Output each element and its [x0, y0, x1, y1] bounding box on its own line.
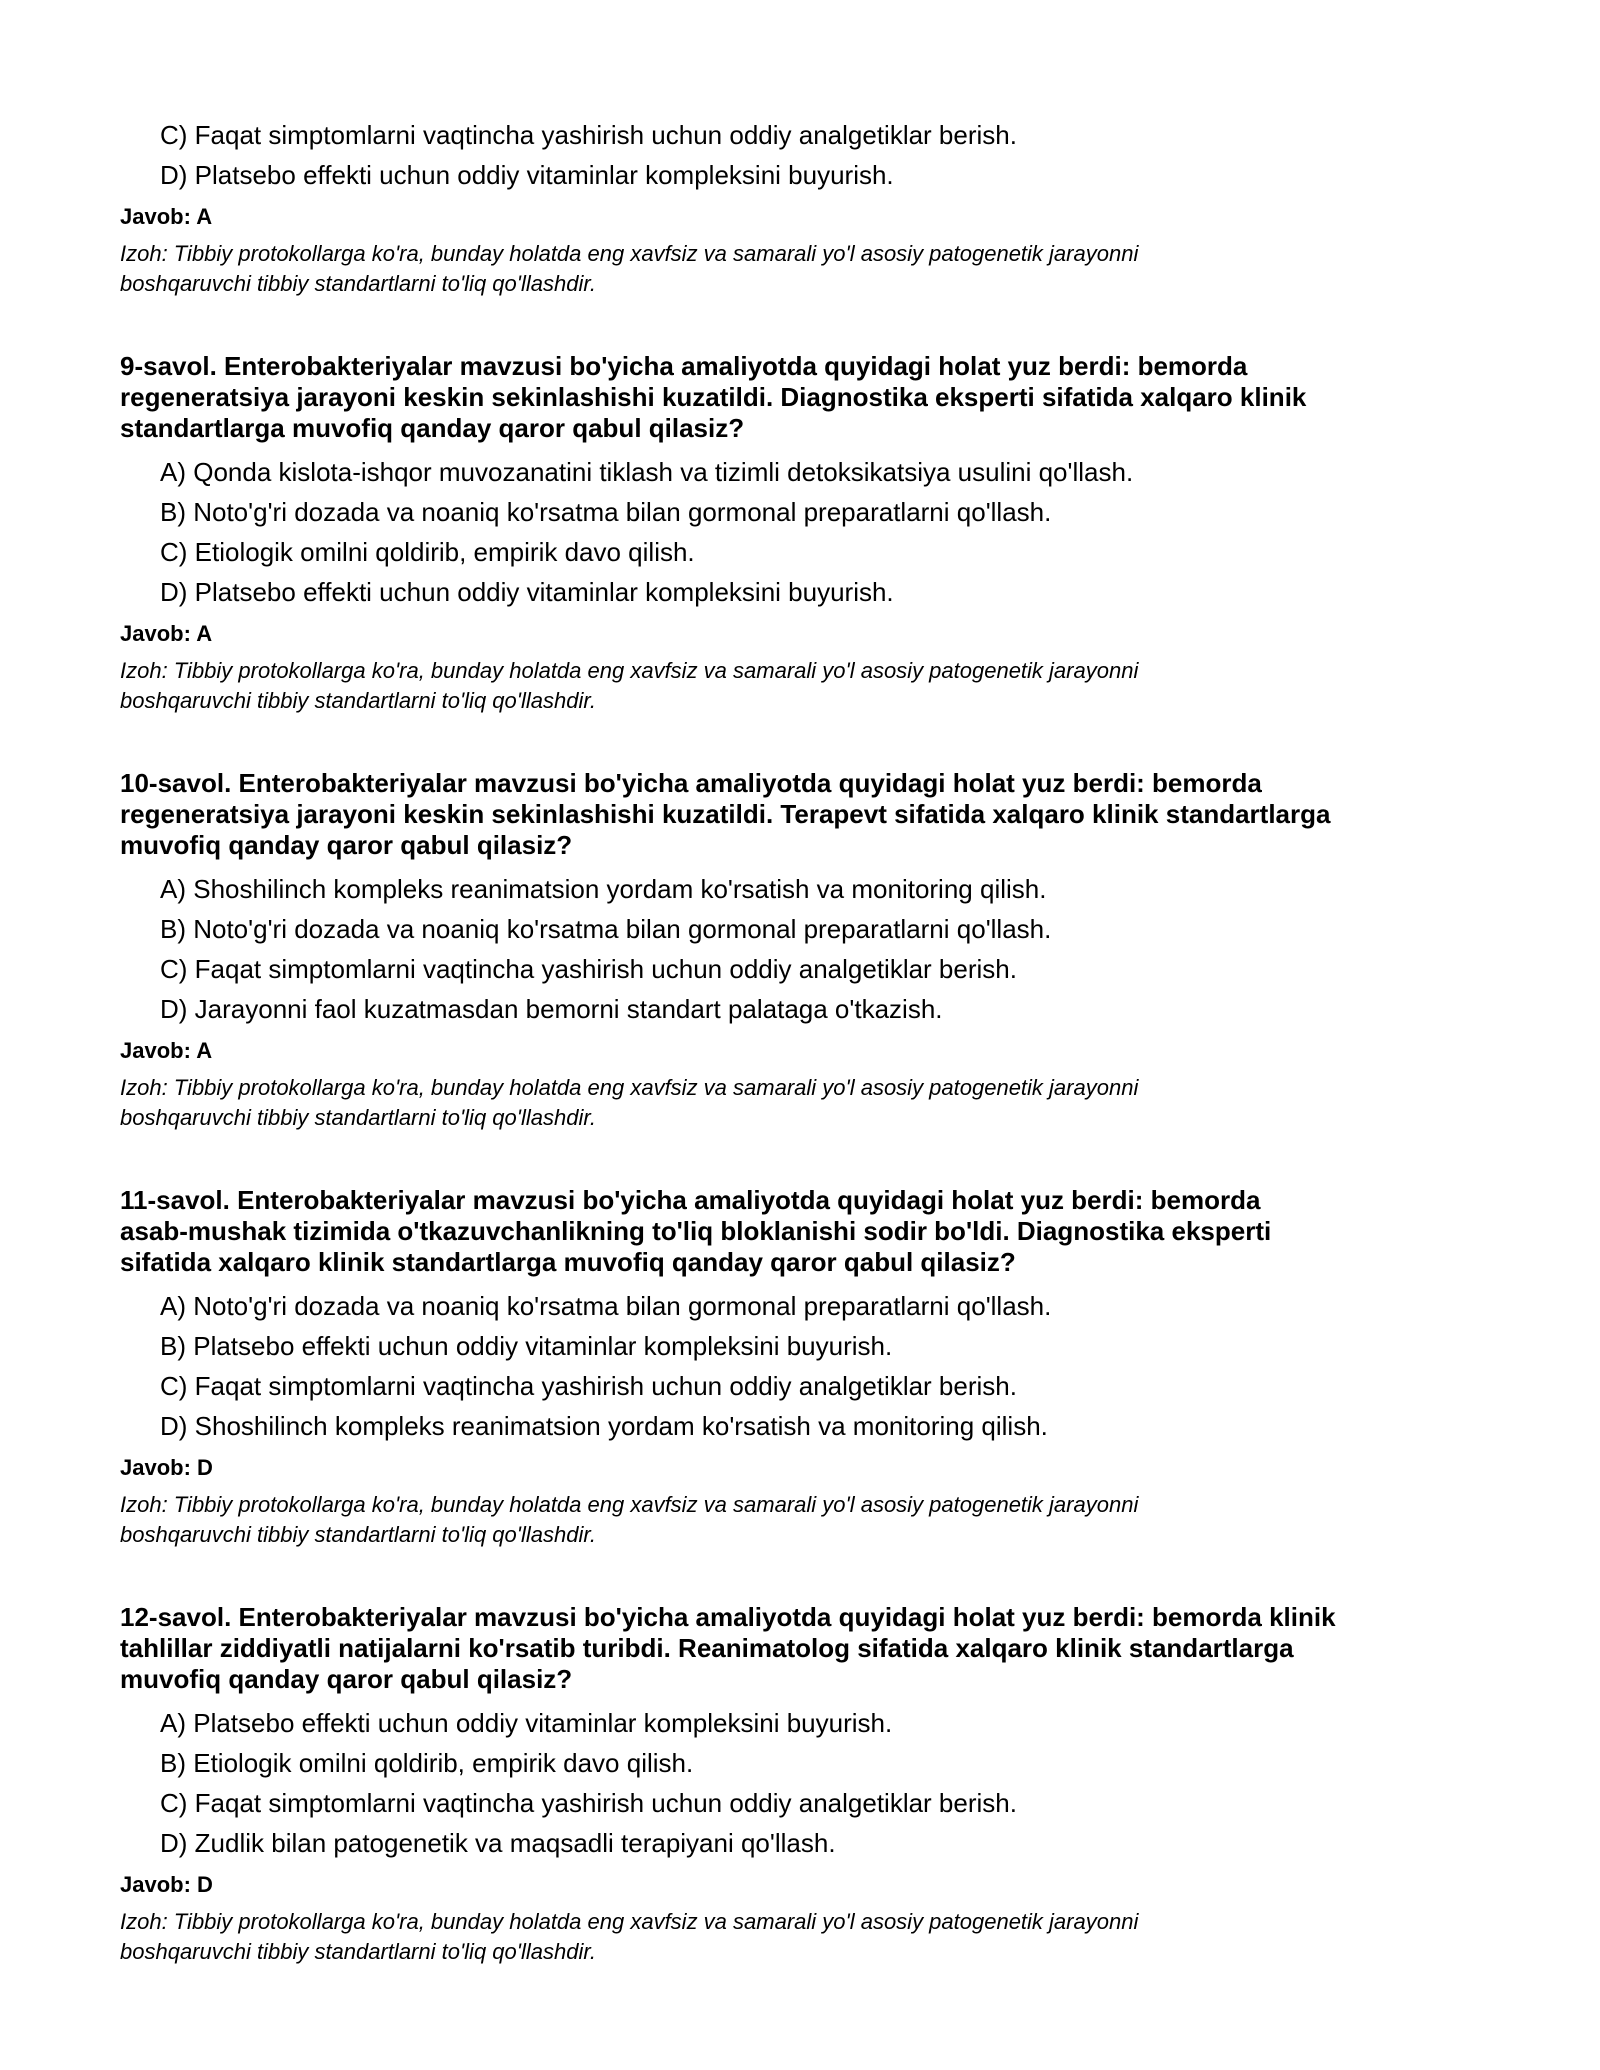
explanation-line: boshqaruvchi tibbiy standartlarni to'liq qo'llashdir.: [120, 688, 596, 713]
explanation-line: Izoh: Tibbiy protokollarga ko'ra, bunday holatda eng xavfsiz va samarali yo'l asosiy patogenetik jarayonni: [120, 658, 1139, 683]
question-line: 10-savol. Enterobakteriyalar mavzusi bo'yicha amaliyotda quyidagi holat yuz berdi: bemorda: [120, 768, 1262, 798]
answer-option: B) Platsebo effekti uchun oddiy vitaminlar kompleksini buyurish.: [160, 1331, 893, 1361]
question-text: [120, 351, 1480, 444]
explanation-line: Izoh: Tibbiy protokollarga ko'ra, bunday holatda eng xavfsiz va samarali yo'l asosiy patogenetik jarayonni: [120, 241, 1139, 266]
answer-option: D) Platsebo effekti uchun oddiy vitaminlar kompleksini buyurish.: [160, 160, 894, 190]
question-line: 11-savol. Enterobakteriyalar mavzusi bo'yicha amaliyotda quyidagi holat yuz berdi: bemorda: [120, 1185, 1261, 1215]
correct-answer: Javob: A: [120, 621, 213, 646]
answer-option: D) Platsebo effekti uchun oddiy vitaminlar kompleksini buyurish.: [160, 577, 894, 607]
question-text: [120, 1185, 1480, 1278]
question-line: 9-savol. Enterobakteriyalar mavzusi bo'yicha amaliyotda quyidagi holat yuz berdi: bemorda: [120, 351, 1248, 381]
answer-option: B) Noto'g'ri dozada va noaniq ko'rsatma bilan gormonal preparatlarni qo'llash.: [160, 914, 1052, 944]
answer-option: B) Noto'g'ri dozada va noaniq ko'rsatma bilan gormonal preparatlarni qo'llash.: [160, 497, 1052, 527]
question-block: [120, 351, 1480, 716]
question-line: regeneratsiya jarayoni keskin sekinlashishi kuzatildi. Terapevt sifatida xalqaro klinik standartlarga: [120, 799, 1331, 829]
answer-option: C) Faqat simptomlarni vaqtincha yashirish uchun oddiy analgetiklar berish.: [160, 954, 1017, 984]
explanation-line: boshqaruvchi tibbiy standartlarni to'liq qo'llashdir.: [120, 1105, 596, 1130]
answer-option: C) Etiologik omilni qoldirib, empirik davo qilish.: [160, 537, 695, 567]
answer-option: A) Platsebo effekti uchun oddiy vitaminlar kompleksini buyurish.: [160, 1708, 893, 1738]
question-line: 12-savol. Enterobakteriyalar mavzusi bo'yicha amaliyotda quyidagi holat yuz berdi: bemorda klinik: [120, 1602, 1336, 1632]
answer-option: D) Jarayonni faol kuzatmasdan bemorni standart palataga o'tkazish.: [160, 994, 943, 1024]
question-line: muvofiq qanday qaror qabul qilasiz?: [120, 830, 573, 860]
answer-option: A) Qonda kislota-ishqor muvozanatini tiklash va tizimli detoksikatsiya usulini qo'llash.: [160, 457, 1134, 487]
answer-option: A) Noto'g'ri dozada va noaniq ko'rsatma bilan gormonal preparatlarni qo'llash.: [160, 1291, 1052, 1321]
question-text: [120, 1602, 1480, 1695]
explanation: [120, 656, 1480, 716]
answer-option: C) Faqat simptomlarni vaqtincha yashirish uchun oddiy analgetiklar berish.: [160, 120, 1017, 150]
question-line: tahlillar ziddiyatli natijalarni ko'rsatib turibdi. Reanimatolog sifatida xalqaro klinik standartlarga: [120, 1633, 1294, 1663]
answer-option: D) Shoshilinch kompleks reanimatsion yordam ko'rsatish va monitoring qilish.: [160, 1411, 1048, 1441]
explanation-line: Izoh: Tibbiy protokollarga ko'ra, bunday holatda eng xavfsiz va samarali yo'l asosiy patogenetik jarayonni: [120, 1075, 1139, 1100]
question-line: muvofiq qanday qaror qabul qilasiz?: [120, 1664, 573, 1694]
answer-option: D) Zudlik bilan patogenetik va maqsadli terapiyani qo'llash.: [160, 1828, 836, 1858]
explanation-line: boshqaruvchi tibbiy standartlarni to'liq qo'llashdir.: [120, 271, 596, 296]
explanation-line: Izoh: Tibbiy protokollarga ko'ra, bunday holatda eng xavfsiz va samarali yo'l asosiy patogenetik jarayonni: [120, 1492, 1139, 1517]
correct-answer: Javob: D: [120, 1455, 213, 1480]
answer-option: A) Shoshilinch kompleks reanimatsion yordam ko'rsatish va monitoring qilish.: [160, 874, 1047, 904]
question-line: regeneratsiya jarayoni keskin sekinlashishi kuzatildi. Diagnostika eksperti sifatida xalqaro klinik: [120, 382, 1307, 412]
explanation: [120, 1907, 1480, 1967]
explanation: [120, 1073, 1480, 1133]
explanation: [120, 1490, 1480, 1550]
answer-option: B) Etiologik omilni qoldirib, empirik davo qilish.: [160, 1748, 694, 1778]
correct-answer: Javob: A: [120, 204, 213, 229]
previous-question-tail: [120, 120, 1480, 299]
question-text: [120, 768, 1480, 861]
explanation: [120, 239, 1480, 299]
document-page: [120, 120, 1480, 1967]
question-block: [120, 1602, 1480, 1967]
explanation-line: Izoh: Tibbiy protokollarga ko'ra, bunday holatda eng xavfsiz va samarali yo'l asosiy patogenetik jarayonni: [120, 1909, 1139, 1934]
correct-answer: Javob: D: [120, 1872, 213, 1897]
question-block: [120, 1185, 1480, 1550]
question-line: asab-mushak tizimida o'tkazuvchanlikning to'liq bloklanishi sodir bo'ldi. Diagnostika eksperti: [120, 1216, 1272, 1246]
explanation-line: boshqaruvchi tibbiy standartlarni to'liq qo'llashdir.: [120, 1939, 596, 1964]
explanation-line: boshqaruvchi tibbiy standartlarni to'liq qo'llashdir.: [120, 1522, 596, 1547]
question-line: sifatida xalqaro klinik standartlarga muvofiq qanday qaror qabul qilasiz?: [120, 1247, 1016, 1277]
answer-option: C) Faqat simptomlarni vaqtincha yashirish uchun oddiy analgetiklar berish.: [160, 1371, 1017, 1401]
correct-answer: Javob: A: [120, 1038, 213, 1063]
question-block: [120, 768, 1480, 1133]
answer-option: C) Faqat simptomlarni vaqtincha yashirish uchun oddiy analgetiklar berish.: [160, 1788, 1017, 1818]
question-line: standartlarga muvofiq qanday qaror qabul qilasiz?: [120, 413, 745, 443]
